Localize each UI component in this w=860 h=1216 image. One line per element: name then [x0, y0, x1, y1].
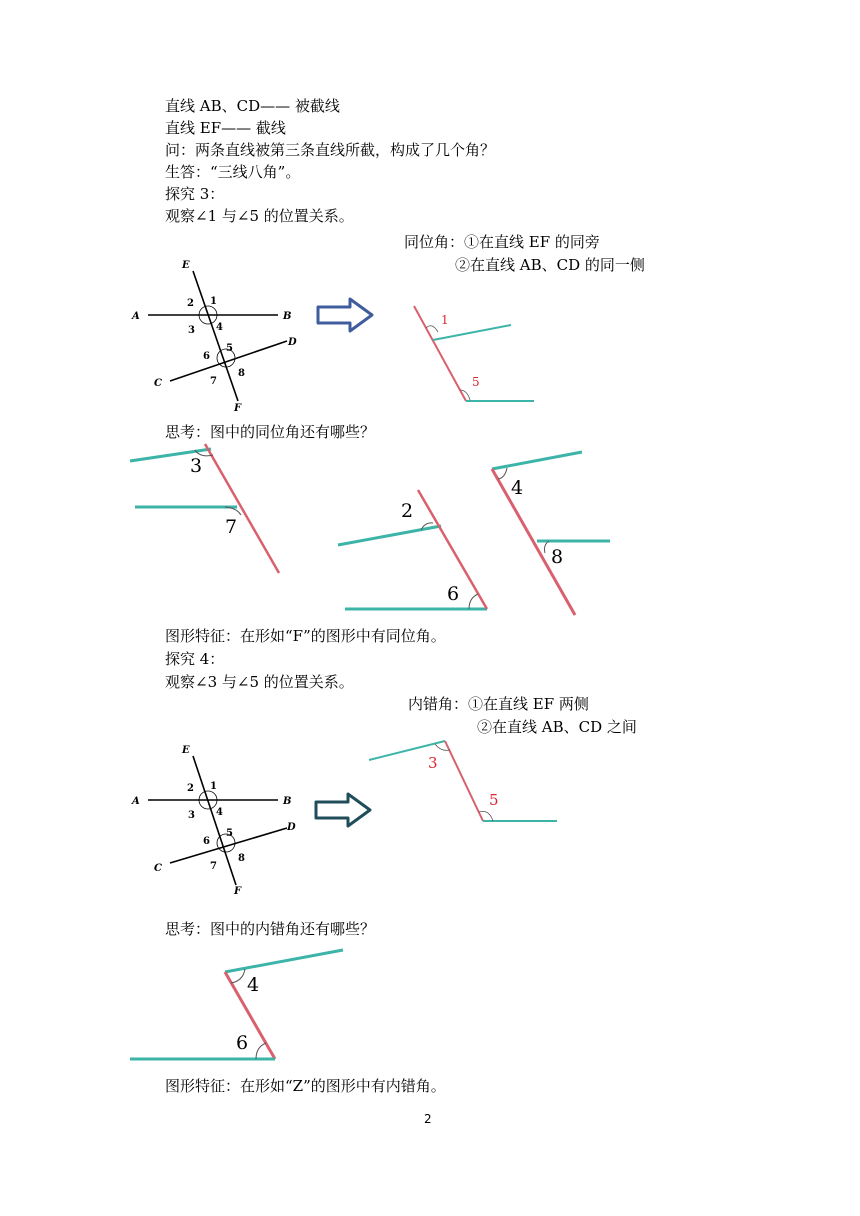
angle-5-label: 5 — [489, 791, 499, 809]
angle-1: 1 — [210, 296, 217, 307]
angle-7: 7 — [210, 376, 217, 387]
label-e: E — [182, 745, 190, 756]
angle-4-label: 4 — [511, 477, 524, 499]
three-lines-figure-2 — [130, 740, 310, 900]
think-line: 思考：图中的同位角还有哪些？ — [165, 423, 376, 441]
angle-6: 6 — [203, 351, 210, 362]
label-f: F — [234, 886, 242, 897]
definition-line: 内错角：①在直线 EF 两侧 — [408, 695, 589, 713]
angle-6-label: 6 — [447, 583, 460, 605]
angle-7-label: 7 — [225, 516, 238, 538]
right-arrow-icon — [316, 297, 376, 333]
page-number: 2 — [424, 1112, 432, 1126]
label-a: A — [132, 796, 140, 807]
feature-line: 图形特征：在形如“F”的图形中有同位角。 — [165, 627, 446, 645]
angle-2-label: 2 — [401, 500, 414, 522]
corresponding-angles-2-6 — [335, 485, 505, 620]
label-a: A — [132, 311, 140, 322]
corresponding-angles-3-7 — [125, 440, 295, 580]
label-d: D — [288, 337, 297, 348]
angle-3: 3 — [188, 810, 195, 821]
definition-line: ②在直线 AB、CD 之间 — [477, 718, 637, 736]
question-line: 问：两条直线被第三条直线所截，构成了几个角？ — [165, 141, 496, 159]
angle-5-label: 5 — [472, 375, 480, 389]
angle-8: 8 — [238, 853, 245, 864]
corresponding-angles-4-8 — [485, 445, 615, 620]
section-heading: 探究 4： — [165, 650, 225, 668]
section-heading: 探究 3： — [165, 185, 225, 203]
angle-1-label: 1 — [441, 313, 449, 327]
angle-3-label: 3 — [428, 754, 438, 772]
label-c: C — [154, 378, 162, 389]
angle-7: 7 — [210, 861, 217, 872]
text-line: 观察∠1 与∠5 的位置关系。 — [165, 207, 354, 225]
angle-8: 8 — [238, 368, 245, 379]
feature-line: 图形特征：在形如“Z”的图形中有内错角。 — [165, 1077, 446, 1095]
definition-line: 同位角：①在直线 EF 的同旁 — [404, 233, 600, 251]
angle-5: 5 — [226, 828, 233, 839]
label-c: C — [154, 863, 162, 874]
angle-6-label: 6 — [236, 1032, 249, 1054]
angle-3: 3 — [188, 325, 195, 336]
angle-5: 5 — [226, 343, 233, 354]
angle-8-label: 8 — [551, 546, 564, 568]
angle-6: 6 — [203, 836, 210, 847]
label-d: D — [287, 822, 296, 833]
text-line: 直线 EF—— 截线 — [165, 119, 286, 137]
text-line: 直线 AB、CD—— 被截线 — [165, 97, 340, 115]
angle-2: 2 — [187, 298, 194, 309]
think-line: 思考：图中的内错角还有哪些？ — [165, 920, 376, 938]
angle-1: 1 — [210, 781, 217, 792]
angle-3-label: 3 — [190, 455, 203, 477]
label-f: F — [234, 403, 242, 414]
corresponding-angles-1-5 — [400, 300, 550, 410]
label-b: B — [283, 311, 292, 322]
angle-2: 2 — [187, 783, 194, 794]
definition-line: ②在直线 AB、CD 的同一侧 — [455, 256, 645, 274]
answer-line: 生答：“三线八角”。 — [165, 163, 301, 181]
text-line: 观察∠3 与∠5 的位置关系。 — [165, 673, 354, 691]
three-lines-figure-1 — [130, 255, 310, 415]
label-e: E — [182, 260, 190, 271]
angle-4-label: 4 — [247, 974, 260, 996]
angle-4: 4 — [216, 807, 223, 818]
alternate-angles-4-6 — [125, 945, 355, 1070]
angle-4: 4 — [216, 322, 223, 333]
alternate-angles-3-5 — [365, 735, 565, 830]
label-b: B — [283, 796, 292, 807]
